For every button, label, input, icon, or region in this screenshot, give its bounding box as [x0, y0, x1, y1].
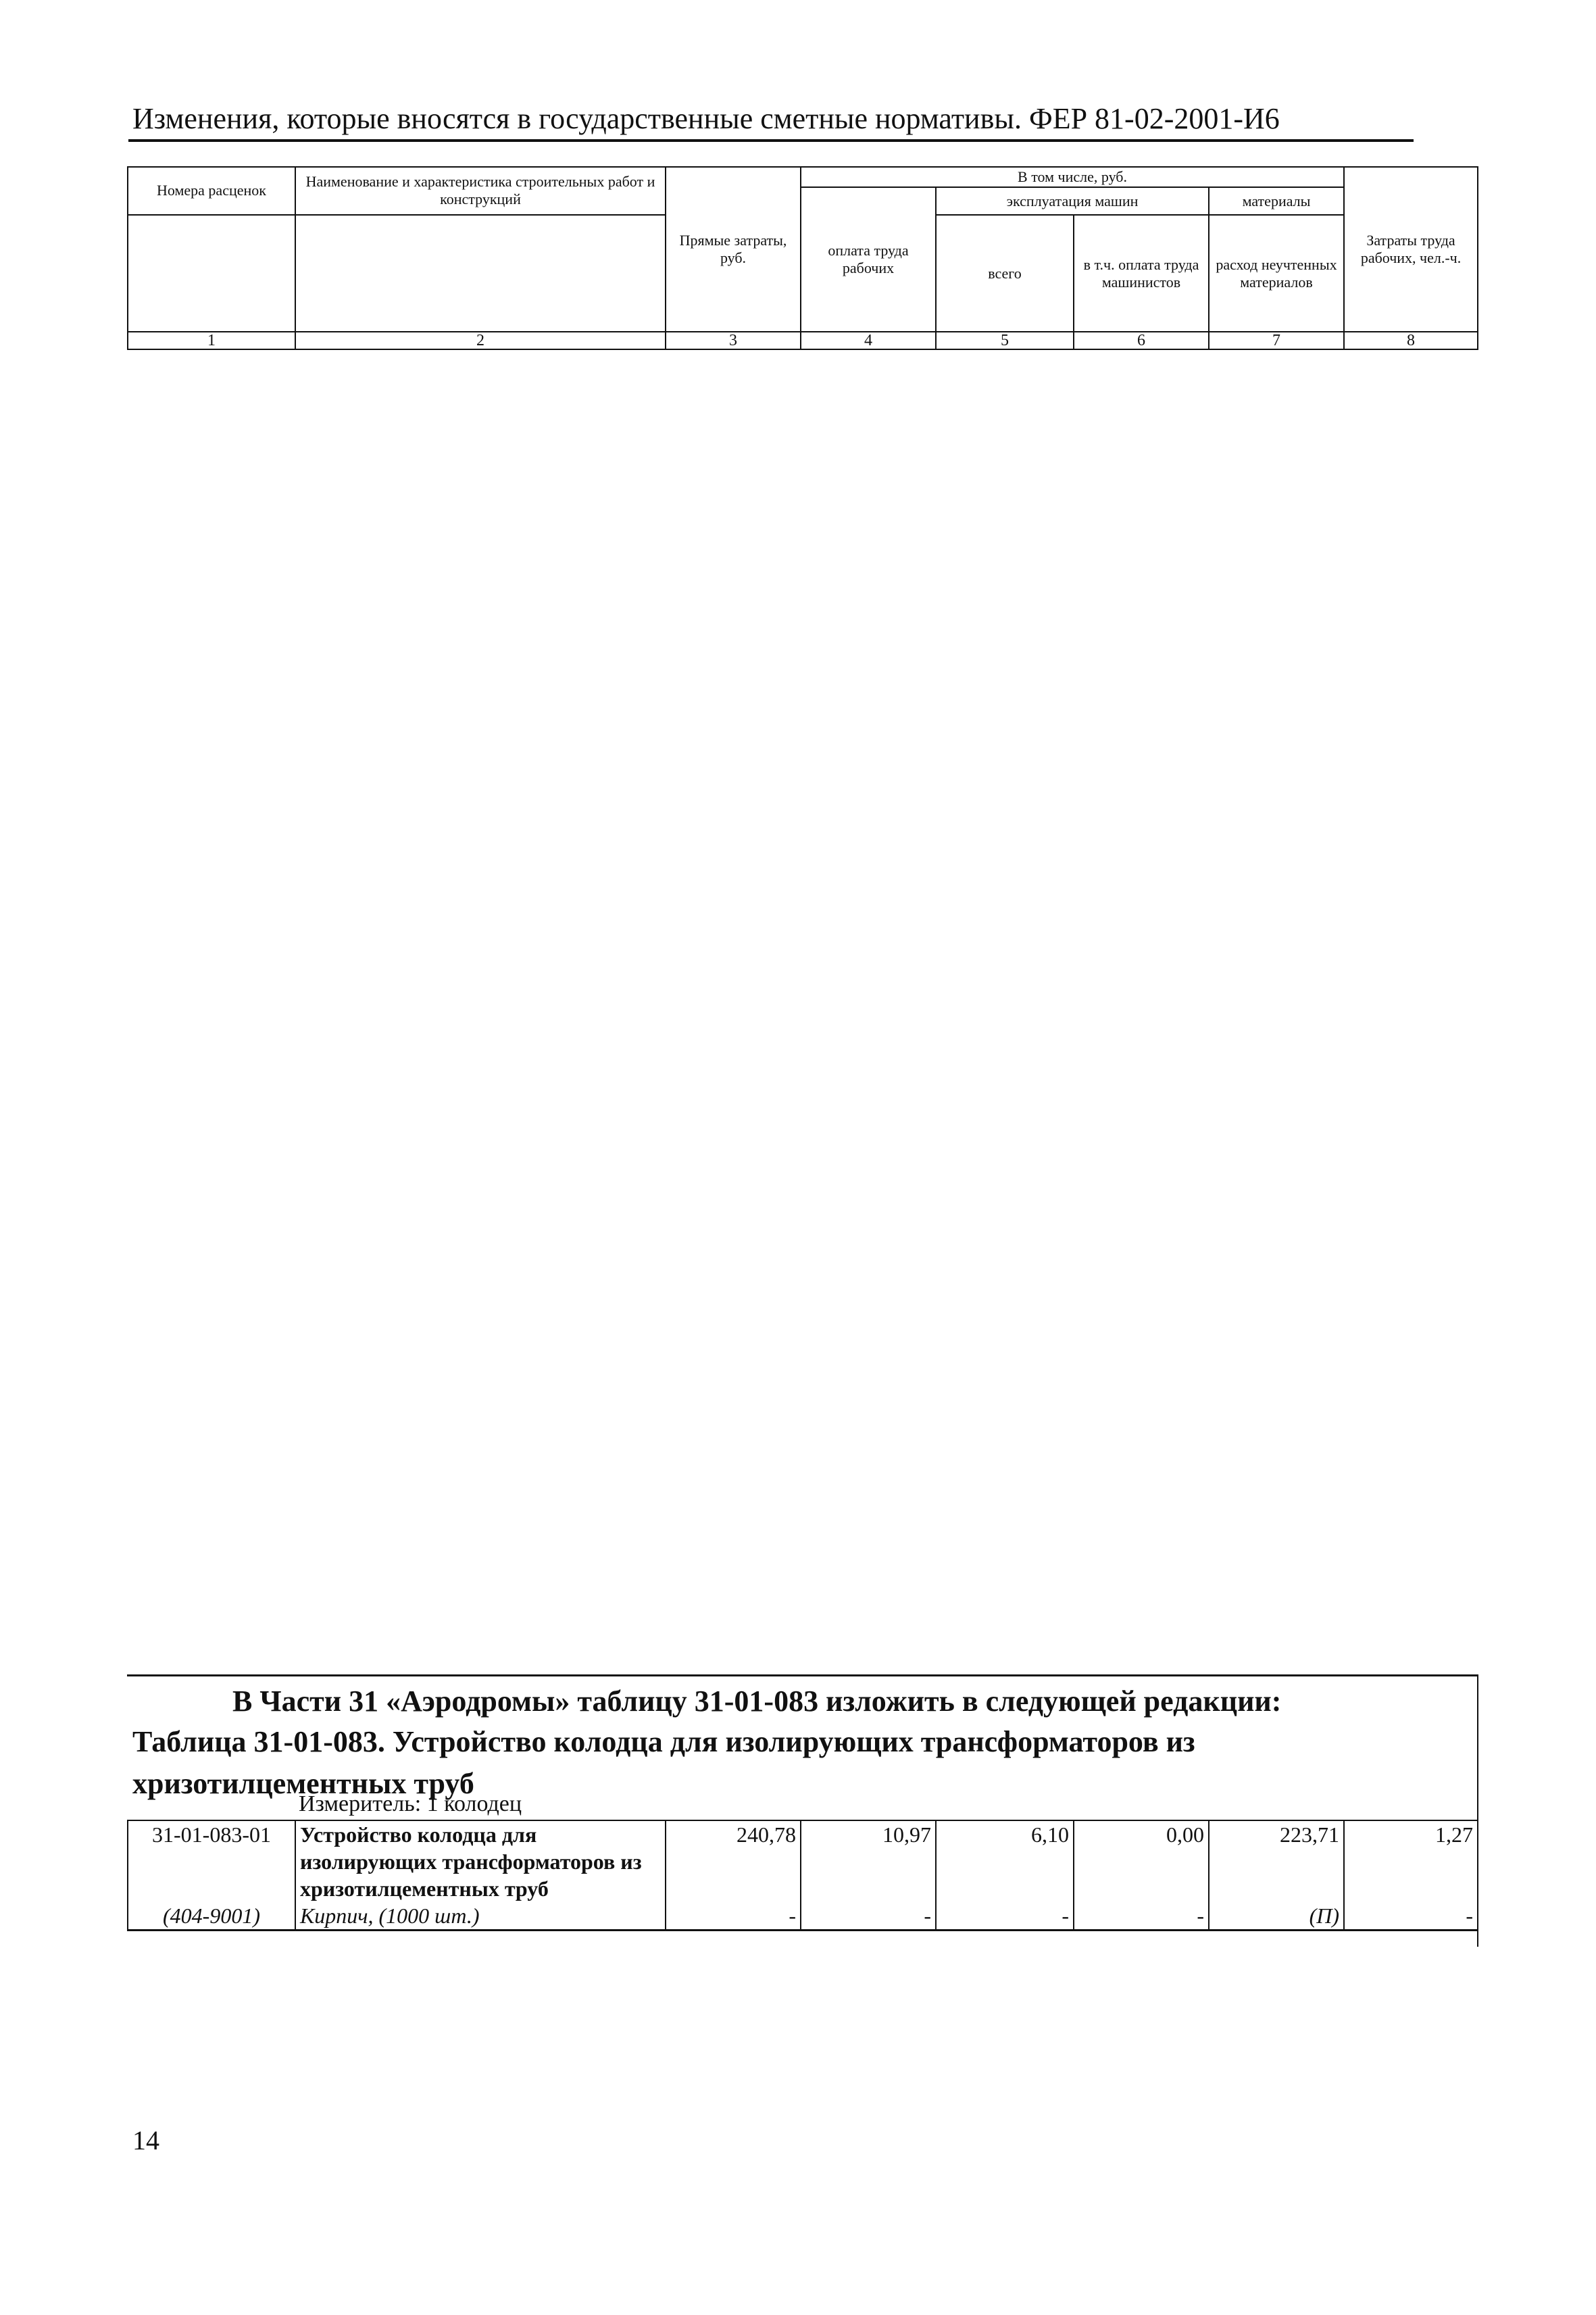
col-number: 5	[936, 332, 1074, 349]
header-unaccounted-materials: расход неучтенных материалов	[1209, 215, 1344, 332]
section-intro: В Части 31 «Аэродромы» таблицу 31-01-083 изложить в следующей редакции:	[232, 1685, 1282, 1718]
labor-pay: 10,97	[801, 1821, 936, 1902]
column-header-table	[127, 166, 1478, 350]
col-number: 7	[1209, 332, 1344, 349]
header-machinists-pay: в т.ч. оплата труда машинистов	[1074, 215, 1209, 332]
header-including: В том числе, руб.	[801, 167, 1344, 187]
page-number: 14	[132, 2125, 159, 2156]
table-row	[128, 1902, 1478, 1931]
col-number: 3	[666, 332, 801, 349]
direct-costs: -	[666, 1902, 801, 1931]
col-number: 6	[1074, 332, 1209, 349]
material-name: Кирпич, (1000 шт.)	[295, 1902, 666, 1931]
header-machines-total: всего	[936, 215, 1074, 332]
machines-total: -	[936, 1902, 1074, 1931]
header-labor-hours: Затраты труда рабочих, чел.-ч.	[1344, 167, 1478, 332]
header-machines: эксплуатация машин	[936, 187, 1209, 215]
materials-cost: (П)	[1209, 1902, 1344, 1931]
machinists-pay: 0,00	[1074, 1821, 1209, 1902]
col-number: 1	[128, 332, 295, 349]
header-cell-empty	[128, 215, 295, 332]
rates-table	[127, 1821, 1478, 1931]
document-header: Изменения, которые вносятся в государственные сметные нормативы. ФЕР 81-02-2001-И6	[132, 102, 1280, 135]
header-cell-empty	[295, 215, 666, 332]
material-code: (404-9001)	[128, 1902, 295, 1931]
col-number: 4	[801, 332, 936, 349]
header-rate-numbers: Номера расценок	[128, 167, 295, 215]
labor-hours: -	[1344, 1902, 1478, 1931]
machinists-pay: -	[1074, 1902, 1209, 1931]
header-direct-costs: Прямые затраты, руб.	[666, 167, 801, 332]
col-number: 2	[295, 332, 666, 349]
labor-pay: -	[801, 1902, 936, 1931]
table-title: Таблица 31-01-083. Устройство колодца для изолирующих трансформаторов из хризотилцементных труб	[132, 1725, 1195, 1800]
measure-unit: Измеритель: 1 колодец	[299, 1791, 522, 1816]
table-section	[127, 1674, 1478, 1947]
header-work-name: Наименование и характеристика строительных работ и конструкций	[295, 167, 666, 215]
header-labor-pay: оплата труда рабочих	[801, 187, 936, 332]
rate-name: Устройство колодца для изолирующих трансформаторов из хризотилцементных труб	[295, 1821, 666, 1902]
direct-costs: 240,78	[666, 1821, 801, 1902]
machines-total: 6,10	[936, 1821, 1074, 1902]
rate-code: 31-01-083-01	[128, 1821, 295, 1902]
materials-cost: 223,71	[1209, 1821, 1344, 1902]
header-rule	[128, 139, 1414, 142]
col-number: 8	[1344, 332, 1478, 349]
header-materials: материалы	[1209, 187, 1344, 215]
table-row	[128, 1821, 1478, 1902]
labor-hours: 1,27	[1344, 1821, 1478, 1902]
